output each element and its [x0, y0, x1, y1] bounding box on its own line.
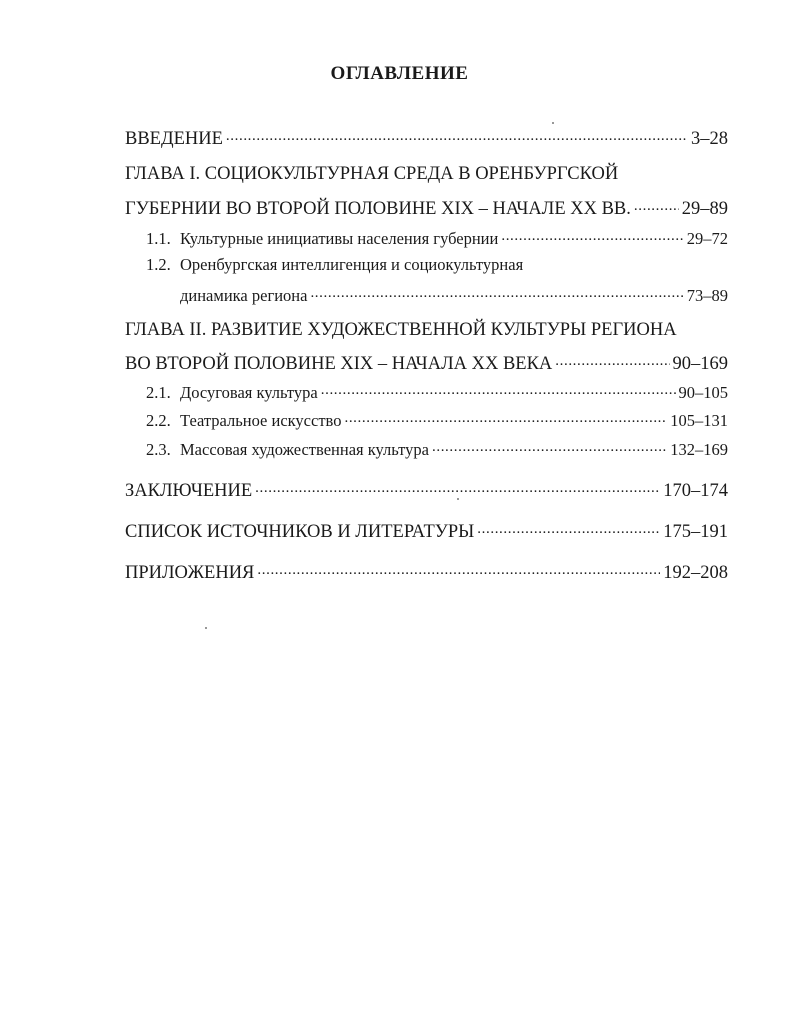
- toc-entry-label: Театральное искусство: [180, 411, 342, 431]
- toc-entry-label: ГЛАВА I. СОЦИОКУЛЬТУРНАЯ СРЕДА В ОРЕНБУРГСКОЙ: [125, 164, 619, 184]
- dot-leader: [501, 226, 683, 244]
- section-number: 2.3.: [146, 440, 171, 460]
- scan-speck: [205, 627, 207, 629]
- dot-leader: [310, 283, 683, 301]
- toc-entry-pages: 90–105: [678, 383, 728, 403]
- dot-leader: [634, 194, 679, 214]
- toc-entry-appendix[interactable]: [125, 558, 728, 584]
- toc-section-1-2-line1[interactable]: [146, 255, 728, 275]
- page-title: ОГЛАВЛЕНИЕ: [330, 63, 469, 84]
- toc-entry-label: ПРИЛОЖЕНИЯ: [125, 563, 255, 584]
- toc-section-1-1[interactable]: [146, 226, 728, 249]
- toc-entry-pages: 175–191: [663, 522, 728, 543]
- toc-entry-pages: 29–89: [681, 199, 728, 220]
- toc-chapter1-line2[interactable]: [125, 194, 728, 220]
- toc-entry-label: ГЛАВА II. РАЗВИТИЕ ХУДОЖЕСТВЕННОЙ КУЛЬТУРЫ РЕГИОНА: [125, 320, 677, 340]
- dot-leader: [321, 380, 676, 398]
- dot-leader: [257, 558, 660, 578]
- section-number: 1.2.: [146, 255, 171, 274]
- toc-entry-label: ВО ВТОРОЙ ПОЛОВИНЕ XIX – НАЧАЛА XX ВЕКА: [125, 354, 553, 375]
- dot-leader: [555, 349, 669, 369]
- toc-section-1-2-line2[interactable]: [180, 283, 728, 306]
- scan-speck: [457, 498, 459, 500]
- toc-entry-pages: 132–169: [670, 440, 728, 460]
- toc-entry-label: ГУБЕРНИИ ВО ВТОРОЙ ПОЛОВИНЕ XIX – НАЧАЛЕ XX ВВ.: [125, 199, 631, 220]
- toc-section-2-3[interactable]: [146, 437, 728, 460]
- toc-entry-label: динамика региона: [180, 286, 308, 306]
- toc-entry-pages: 73–89: [686, 286, 728, 306]
- toc-entry-pages: 105–131: [670, 411, 728, 431]
- dot-leader: [255, 476, 660, 496]
- dot-leader: [226, 124, 688, 144]
- toc-entry-label: Оренбургская интеллигенция и социокультурная: [180, 255, 524, 274]
- toc-section-2-1[interactable]: [146, 380, 728, 403]
- toc-chapter1-line1[interactable]: [125, 164, 728, 185]
- toc-entry-intro[interactable]: [125, 124, 728, 150]
- toc-chapter2-line1[interactable]: [125, 320, 728, 341]
- toc-entry-label: ЗАКЛЮЧЕНИЕ: [125, 481, 253, 502]
- toc-entry-label: СПИСОК ИСТОЧНИКОВ И ЛИТЕРАТУРЫ: [125, 522, 475, 543]
- toc-entry-conclusion[interactable]: [125, 476, 728, 502]
- toc-entry-pages: 3–28: [691, 129, 728, 150]
- dot-leader: [344, 408, 667, 426]
- toc-entry-label: Культурные инициативы населения губернии: [180, 229, 499, 249]
- toc-entry-label: Досуговая культура: [180, 383, 318, 403]
- section-number: 1.1.: [146, 229, 171, 249]
- toc-chapter2-line2[interactable]: [125, 349, 728, 375]
- section-number: 2.2.: [146, 411, 171, 431]
- toc-entry-sources[interactable]: [125, 517, 728, 543]
- toc-entry-pages: 192–208: [663, 563, 728, 584]
- scan-speck: [552, 122, 554, 124]
- toc-entry-label: ВВЕДЕНИЕ: [125, 129, 223, 150]
- toc-section-2-2[interactable]: [146, 408, 728, 431]
- toc-entry-pages: 90–169: [672, 354, 728, 375]
- toc-entry-pages: 29–72: [686, 229, 728, 249]
- dot-leader: [432, 437, 667, 455]
- toc-entry-pages: 170–174: [663, 481, 728, 502]
- dot-leader: [477, 517, 660, 537]
- toc-entry-label: Массовая художественная культура: [180, 440, 429, 460]
- section-number: 2.1.: [146, 383, 171, 403]
